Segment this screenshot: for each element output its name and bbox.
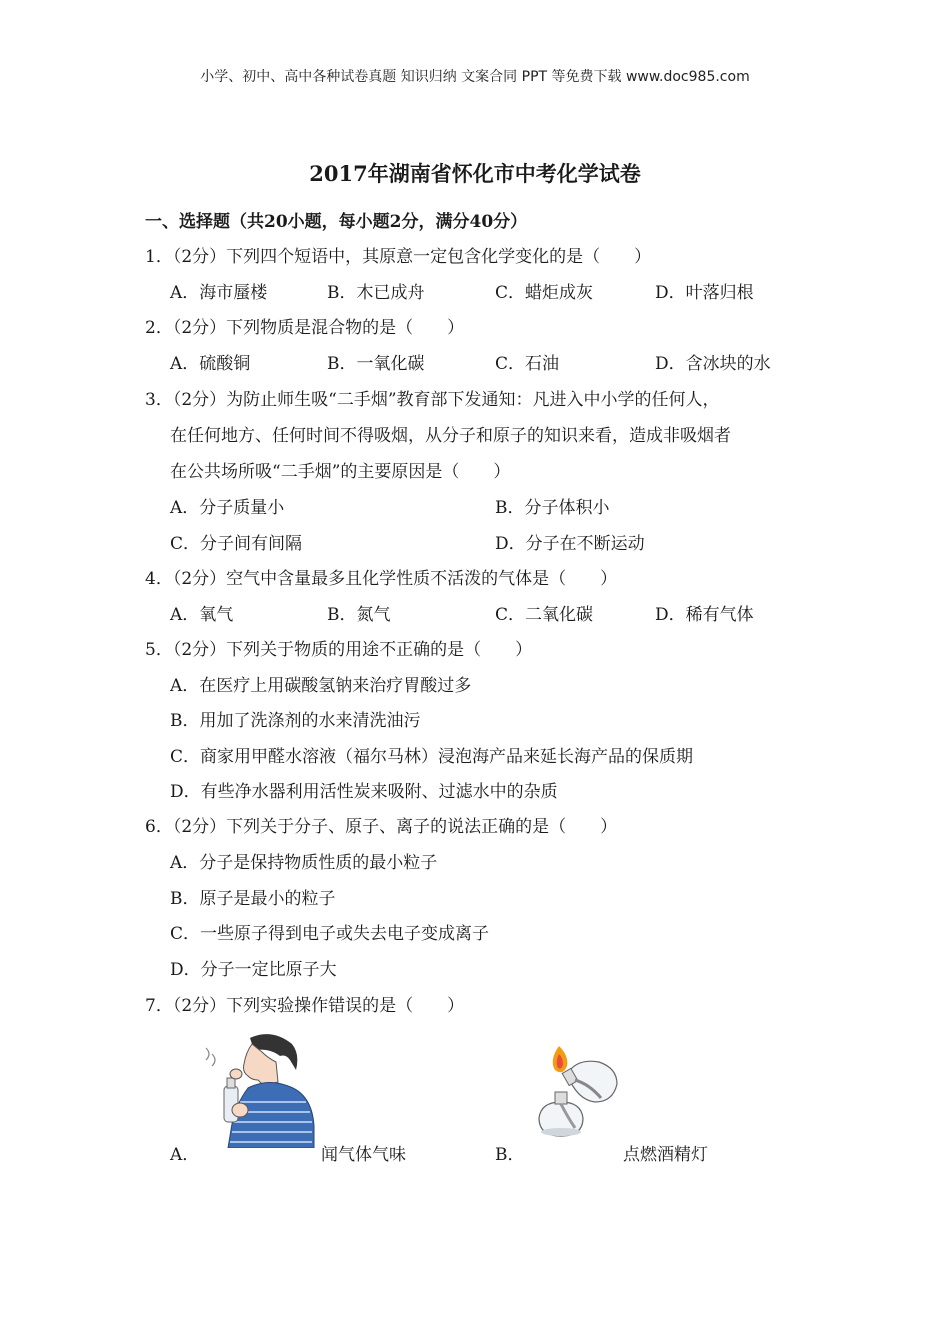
question-2-stem: 2．（2分）下列物质是混合物的是（ ） <box>145 318 465 338</box>
q4-option-b: B．氮气 <box>327 605 391 625</box>
question-1-stem: 1．（2分）下列四个短语中，其原意一定包含化学变化的是（ ） <box>145 247 652 267</box>
question-3-stem-line-3: 在公共场所吸“二手烟”的主要原因是（ ） <box>170 462 511 482</box>
q5-option-a: A．在医疗上用碳酸氢钠来治疗胃酸过多 <box>170 676 472 696</box>
page-header: 小学、初中、高中各种试卷真题 知识归纳 文案合同 PPT 等免费下载 www.doc985.com <box>200 69 750 85</box>
smelling-gas-illustration <box>200 1030 318 1148</box>
q3-option-c: C．分子间有间隔 <box>170 534 303 554</box>
q2-option-b: B．一氧化碳 <box>327 354 425 374</box>
q4-option-c: C．二氧化碳 <box>495 605 594 625</box>
alcohol-lamp-illustration <box>525 1040 625 1150</box>
q1-option-c: C．蜡炬成灰 <box>495 283 594 303</box>
q4-option-a: A．氧气 <box>170 605 234 625</box>
question-6-stem: 6．（2分）下列关于分子、原子、离子的说法正确的是（ ） <box>145 817 618 837</box>
question-3-stem-line-2: 在任何地方、任何时间不得吸烟，从分子和原子的知识来看，造成非吸烟者 <box>170 426 731 446</box>
question-3-stem-line-1: 3．（2分）为防止师生吸“二手烟”教育部下发通知：凡进入中小学的任何人， <box>145 390 720 410</box>
section-heading: 一、选择题（共20小题，每小题2分，满分40分） <box>145 212 528 232</box>
q1-option-d: D．叶落归根 <box>655 283 754 303</box>
question-4-stem: 4．（2分）空气中含量最多且化学性质不活泼的气体是（ ） <box>145 569 618 589</box>
question-7-stem: 7．（2分）下列实验操作错误的是（ ） <box>145 996 465 1016</box>
q3-option-a: A．分子质量小 <box>170 498 285 518</box>
q4-option-d: D．稀有气体 <box>655 605 754 625</box>
q1-option-a: A．海市蜃楼 <box>170 283 268 303</box>
q1-option-b: B．木已成舟 <box>327 283 425 303</box>
q7-option-b-letter: B． <box>495 1145 525 1165</box>
q6-option-b: B．原子是最小的粒子 <box>170 889 336 909</box>
q7-option-a-caption: 闻气体气味 <box>321 1145 406 1165</box>
q7-option-b-caption: 点燃酒精灯 <box>623 1145 708 1165</box>
q6-option-c: C．一些原子得到电子或失去电子变成离子 <box>170 924 490 944</box>
question-5-stem: 5．（2分）下列关于物质的用途不正确的是（ ） <box>145 640 533 660</box>
q2-option-c: C．石油 <box>495 354 560 374</box>
q5-option-b: B．用加了洗涤剂的水来清洗油污 <box>170 711 421 731</box>
q5-option-c: C．商家用甲醛水溶液（福尔马林）浸泡海产品来延长海产品的保质期 <box>170 747 694 767</box>
q6-option-a: A．分子是保持物质性质的最小粒子 <box>170 853 438 873</box>
page-title: 2017年湖南省怀化市中考化学试卷 <box>309 161 641 186</box>
q6-option-d: D．分子一定比原子大 <box>170 960 337 980</box>
q3-option-b: B．分子体积小 <box>495 498 610 518</box>
q2-option-a: A．硫酸铜 <box>170 354 251 374</box>
q7-option-a-letter: A． <box>170 1145 200 1165</box>
q2-option-d: D．含冰块的水 <box>655 354 771 374</box>
q5-option-d: D．有些净水器利用活性炭来吸附、过滤水中的杂质 <box>170 782 558 802</box>
q3-option-d: D．分子在不断运动 <box>495 534 645 554</box>
